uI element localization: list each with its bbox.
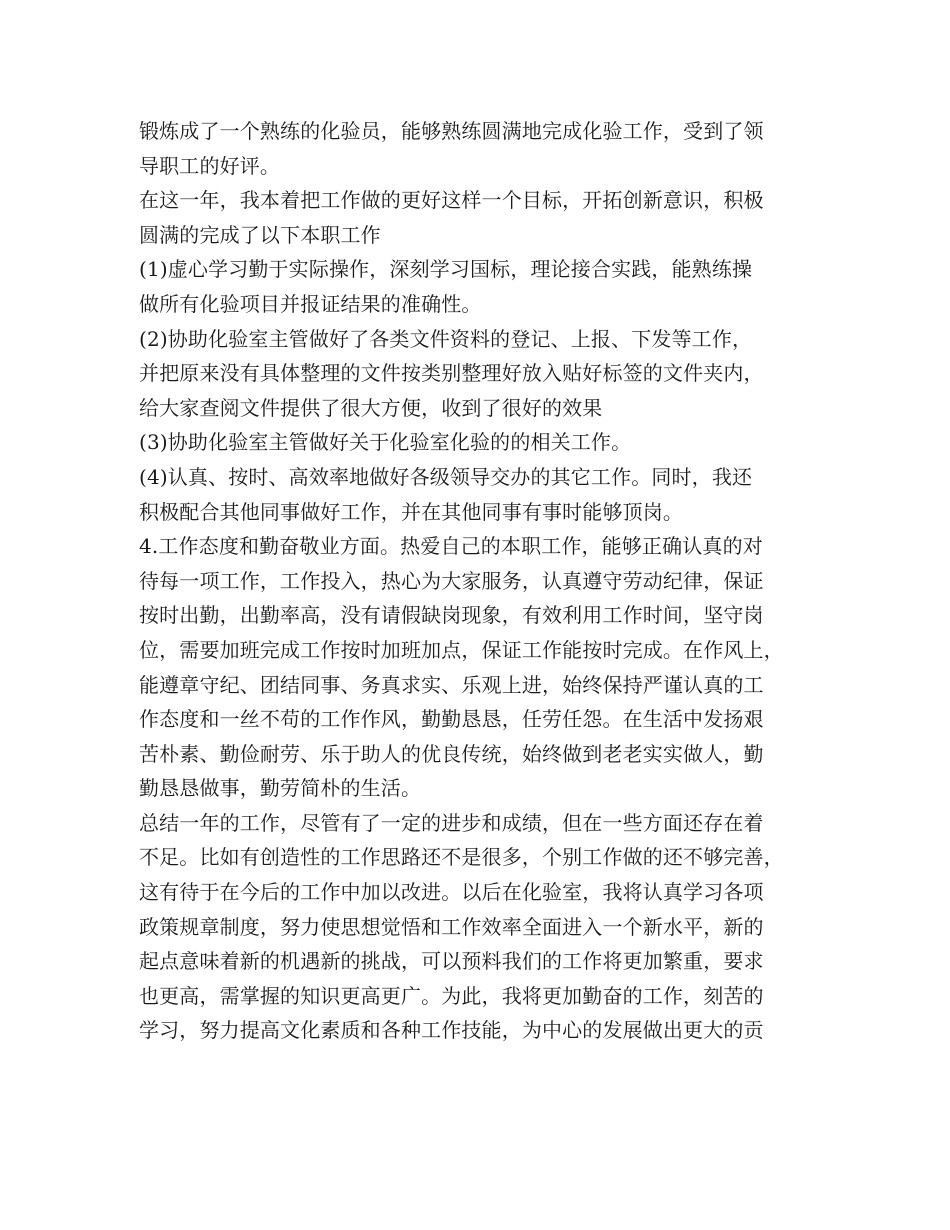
text-line: (2)协助化验室主管做好了各类文件资料的登记、上报、下发等工作， — [139, 326, 753, 351]
text-line: 锻炼成了一个熟练的化验员，能够熟练圆满地完成化验工作，受到了领 — [139, 119, 764, 143]
text-line: 起点意味着新的机遇新的挑战，可以预料我们的工作将更加繁重，要求 — [139, 949, 764, 974]
text-line: 积极配合其他同事做好工作，并在其他同事有事时能够顶岗。 — [139, 499, 684, 524]
text-line: (4)认真、按时、高效率地做好各级领导交办的其它工作。同时，我还 — [139, 464, 753, 489]
text-line: (3)协助化验室主管做好关于化验室化验的的相关工作。 — [139, 430, 632, 455]
text-line: (1)虚心学习勤于实际操作，深刻学习国标，理论接合实践，能熟练操 — [139, 257, 753, 282]
text-line: 做所有化验项目并报证结果的准确性。 — [139, 291, 482, 316]
text-line: 待每一项工作，工作投入，热心为大家服务，认真遵守劳动纪律，保证 — [139, 568, 764, 593]
text-line: 在这一年，我本着把工作做的更好这样一个目标，开拓创新意识，积极 — [139, 188, 764, 213]
text-line: 导职工的好评。 — [139, 153, 281, 178]
text-line: 总结一年的工作，尽管有了一定的进步和成绩，但在一些方面还存在着 — [139, 810, 764, 835]
text-line: 能遵章守纪、团结同事、务真求实、乐观上进，始终保持严谨认真的工 — [139, 672, 764, 697]
text-line: 学习，努力提高文化素质和各种工作技能，为中心的发展做出更大的贡 — [139, 1018, 764, 1043]
text-line: 这有待于在今后的工作中加以改进。以后在化验室，我将认真学习各项 — [139, 880, 764, 905]
text-line: 按时出勤，出勤率高，没有请假缺岗现象，有效利用工作时间，坚守岗 — [139, 603, 764, 628]
text-line: 4.工作态度和勤奋敬业方面。热爱自己的本职工作，能够正确认真的对 — [139, 534, 763, 559]
text-line: 苦朴素、勤俭耐劳、乐于助人的优良传统，始终做到老老实实做人，勤 — [139, 741, 764, 766]
text-line: 圆满的完成了以下本职工作 — [139, 222, 381, 247]
text-line: 并把原来没有具体整理的文件按类别整理好放入贴好标签的文件夹内， — [139, 361, 764, 386]
text-line: 位，需要加班完成工作按时加班加点，保证工作能按时完成。在作风上， — [139, 637, 784, 662]
text-line: 不足。比如有创造性的工作思路还不是很多，个别工作做的还不够完善， — [139, 845, 784, 870]
text-line: 也更高，需掌握的知识更高更广。为此，我将更加勤奋的工作，刻苦的 — [139, 983, 764, 1008]
text-line: 勤恳恳做事，勤劳简朴的生活。 — [139, 776, 422, 801]
text-line: 政策规章制度，努力使思想觉悟和工作效率全面进入一个新水平，新的 — [139, 914, 764, 939]
document-body — [139, 114, 819, 1048]
text-line: 作态度和一丝不苟的工作作风，勤勤恳恳，任劳任怨。在生活中发扬艰 — [139, 707, 764, 732]
text-line: 给大家查阅文件提供了很大方便，收到了很好的效果 — [139, 395, 603, 420]
